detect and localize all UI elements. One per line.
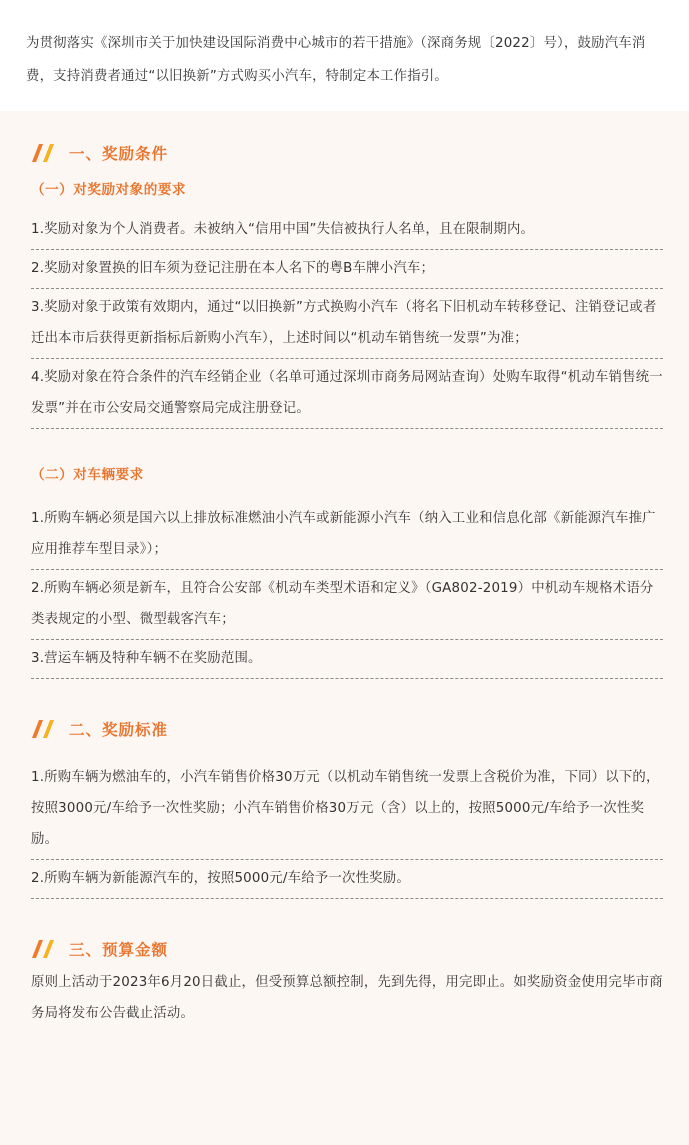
section-title: 一、奖励条件 (69, 145, 169, 163)
list-item: 3.营运车辆及特种车辆不在奖励范围。 (31, 640, 663, 679)
double-slash-icon (31, 939, 57, 959)
section-title: 二、奖励标准 (69, 721, 169, 739)
budget-paragraph: 原则上活动于2023年6月20日截止，但受预算总额控制，先到先得，用完即止。如奖励资金使用完毕市商务局将发布公告截止活动。 (31, 975, 663, 1021)
list-item: 3.奖励对象于政策有效期内，通过“以旧换新”方式换购小汽车（将名下旧机动车转移登记、注销登记或者迁出本市后获得更新指标后新购小汽车），上述时间以“机动车销售统一发票”为准； (31, 289, 663, 359)
section-title: 三、预算金额 (69, 941, 169, 959)
section-heading-3 (31, 934, 663, 964)
section-heading-1 (31, 138, 663, 168)
double-slash-icon (31, 143, 57, 163)
subsection-title: （二）对车辆要求 (31, 467, 144, 483)
list-item: 2.奖励对象置换的旧车须为登记注册在本人名下的粤B车牌小汽车； (31, 250, 663, 289)
standards-list (31, 759, 663, 899)
section-heading-2 (31, 714, 663, 744)
list-item: 2.所购车辆必须是新车，且符合公安部《机动车类型术语和定义》（GA802-2019）中机动车规格术语分类表规定的小型、微型载客汽车； (31, 570, 663, 640)
list-item: 1.奖励对象为个人消费者。未被纳入“信用中国”失信被执行人名单，且在限制期内。 (31, 211, 663, 250)
list-item: 4.奖励对象在符合条件的汽车经销企业（名单可通过深圳市商务局网站查询）处购车取得“机动车销售统一发票”并在市公安局交通警察局完成注册登记。 (31, 359, 663, 429)
list-item: 1.所购车辆为燃油车的，小汽车销售价格30万元（以机动车销售统一发票上含税价为准，下同）以下的，按照3000元/车给予一次性奖励；小汽车销售价格30万元（含）以上的，按照5000元/车给予一次性奖励。 (31, 759, 663, 860)
list-item: 1.所购车辆必须是国六以上排放标准燃油小汽车或新能源小汽车（纳入工业和信息化部《新能源汽车推广应用推荐车型目录》）； (31, 500, 663, 570)
list-item: 2.所购车辆为新能源汽车的，按照5000元/车给予一次性奖励。 (31, 860, 663, 899)
intro-paragraph: 为贯彻落实《深圳市关于加快建设国际消费中心城市的若干措施》（深商务规〔2022〕号），鼓励汽车消费，支持消费者通过“以旧换新”方式购买小汽车，特制定本工作指引。 (0, 0, 689, 111)
double-slash-icon (31, 719, 57, 739)
requirements-list (31, 211, 663, 429)
vehicle-requirements-list (31, 500, 663, 679)
article-content (0, 138, 689, 1029)
subsection-title: （一）对奖励对象的要求 (31, 182, 187, 198)
